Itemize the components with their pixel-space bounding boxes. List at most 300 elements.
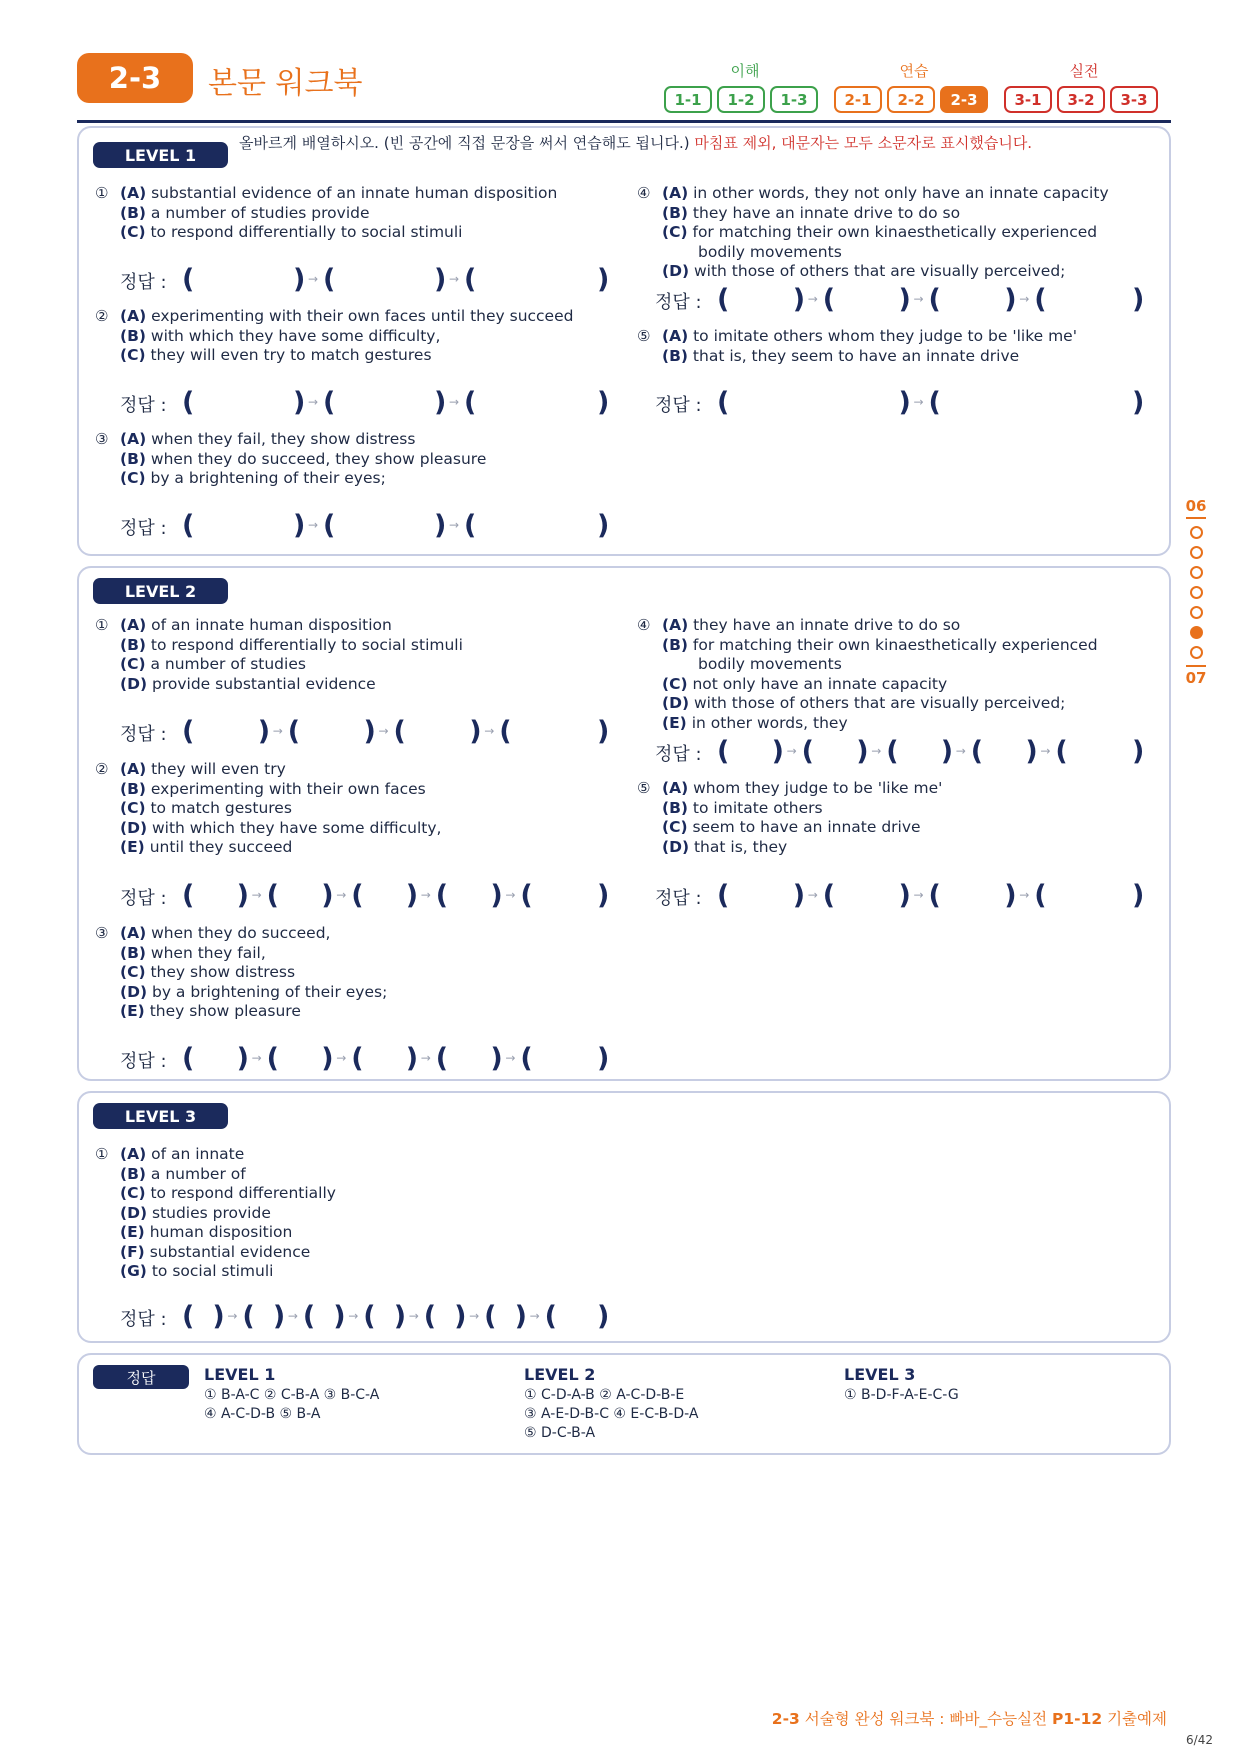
open-paren: (	[182, 880, 195, 911]
open-paren: (	[484, 1301, 497, 1332]
open-paren: (	[717, 880, 730, 911]
choice-key: (D)	[662, 837, 690, 856]
choice-line	[662, 223, 1109, 243]
arrow-icon: →	[449, 272, 460, 286]
choice-line-continued: bodily movements	[698, 655, 842, 673]
answer-slot[interactable]	[337, 512, 438, 540]
answer-slot[interactable]	[816, 738, 861, 766]
answer-row	[120, 1303, 620, 1333]
choice-line	[120, 675, 463, 695]
question-number: ②	[95, 760, 109, 778]
arrow-icon: →	[272, 724, 283, 738]
choice-line	[120, 450, 486, 470]
choice-text: whom they judge to be 'like me'	[693, 779, 943, 797]
choice-line	[120, 184, 557, 204]
arrow-icon: →	[336, 888, 347, 902]
choice-text: that is, they seem to have an innate drive	[692, 346, 1020, 365]
choice-key: (A)	[120, 760, 147, 778]
answer-slot[interactable]	[302, 718, 368, 746]
side-dot[interactable]	[1190, 566, 1203, 579]
answer-slot[interactable]	[281, 882, 326, 910]
level2-label: LEVEL 2	[93, 578, 228, 604]
question-item	[637, 184, 1109, 282]
choice-line	[120, 1204, 336, 1224]
choice-text: provide substantial evidence	[151, 674, 376, 693]
footer-text: 서술형 완성 워크북 :	[804, 1710, 945, 1728]
open-paren: (	[351, 1043, 364, 1074]
answer-key-level3	[844, 1365, 959, 1405]
choice-key: (B)	[120, 1164, 146, 1183]
choice-line	[120, 760, 441, 780]
answer-row	[655, 882, 1155, 912]
close-paren: )	[321, 1043, 334, 1074]
choice-key: (C)	[120, 963, 146, 981]
choice-text: to social stimuli	[151, 1262, 274, 1280]
answer-label: 정답 :	[120, 888, 167, 909]
choice-line	[662, 799, 942, 819]
answer-slot[interactable]	[1048, 882, 1114, 910]
close-paren: )	[898, 284, 911, 315]
choice-key: (A)	[662, 616, 689, 634]
footer-pages: P1-12	[1052, 1710, 1103, 1728]
tab-1-2[interactable]: 1-2	[717, 86, 765, 113]
answer-slot[interactable]	[943, 882, 1009, 910]
answer-label: 정답 :	[655, 888, 702, 909]
choice-text: for matching their own kinaesthetically experienced	[692, 635, 1098, 654]
question-item	[95, 1145, 336, 1282]
close-paren: )	[597, 510, 610, 541]
choice-key: (B)	[662, 346, 688, 365]
open-paren: (	[520, 1043, 533, 1074]
answer-row	[120, 512, 620, 542]
choice-line	[120, 469, 486, 489]
close-paren: )	[597, 1043, 610, 1074]
choice-text: with which they have some difficulty,	[151, 818, 442, 837]
answer-key-line: ③ A-E-D-B-C ④ E-C-B-D-A	[524, 1406, 699, 1422]
close-paren: )	[1132, 736, 1145, 767]
open-paren: (	[435, 880, 449, 911]
choice-text: a number of studies provide	[150, 203, 370, 222]
arrow-icon: →	[505, 1051, 516, 1065]
arrow-icon: →	[420, 888, 431, 902]
open-paren: (	[544, 1301, 557, 1332]
answer-slot[interactable]	[731, 882, 797, 910]
open-paren: (	[266, 880, 279, 911]
group-label-real: 실전	[1069, 62, 1099, 80]
choice-text: for matching their own kinaesthetically experienced	[692, 223, 1098, 241]
answer-slot[interactable]	[365, 1045, 410, 1073]
choice-line	[662, 838, 942, 858]
open-paren: (	[717, 284, 730, 315]
answer-slot[interactable]	[559, 1303, 579, 1331]
open-paren: (	[323, 510, 336, 541]
choice-key: (E)	[120, 1002, 145, 1020]
close-paren: )	[1132, 387, 1145, 418]
answer-slot[interactable]	[534, 1045, 579, 1073]
answer-slot[interactable]	[731, 286, 797, 314]
arrow-icon: →	[308, 518, 319, 532]
choice-line-continued: bodily movements	[698, 242, 842, 261]
open-paren: (	[182, 1301, 195, 1332]
arrow-icon: →	[505, 888, 516, 902]
close-paren: )	[363, 716, 376, 747]
answer-slot[interactable]	[985, 738, 1030, 766]
open-paren: (	[182, 1043, 195, 1074]
side-divider	[1186, 665, 1206, 667]
arrow-icon: →	[469, 1309, 480, 1323]
close-paren: )	[333, 1301, 346, 1332]
choice-key: (C)	[662, 818, 688, 836]
choice-line	[662, 204, 1109, 224]
answer-key-title: LEVEL 1	[204, 1365, 276, 1384]
answer-label: 정답 :	[120, 1051, 167, 1072]
arrow-icon: →	[955, 744, 966, 758]
question-item	[95, 616, 463, 694]
close-paren: )	[212, 1301, 225, 1332]
choice-line	[120, 346, 573, 366]
choice-line	[120, 1223, 336, 1243]
arrow-icon: →	[308, 272, 319, 286]
open-paren: (	[464, 264, 477, 295]
arrow-icon: →	[308, 395, 319, 409]
choice-key: (B)	[120, 779, 146, 798]
close-paren: )	[490, 1043, 503, 1074]
answer-slot[interactable]	[365, 882, 410, 910]
choice-text: in other words, they	[691, 713, 848, 732]
choice-line	[662, 694, 1098, 714]
answer-slot[interactable]	[943, 286, 1009, 314]
choice-key: (C)	[120, 655, 146, 673]
choice-line	[662, 675, 1098, 695]
answer-slot[interactable]	[943, 389, 1115, 417]
arrow-icon: →	[420, 1051, 431, 1065]
choice-key: (B)	[120, 635, 146, 654]
choice-key: (G)	[120, 1262, 147, 1280]
level3-label: LEVEL 3	[93, 1103, 228, 1129]
close-paren: )	[293, 510, 306, 541]
answer-label: 정답 :	[120, 1309, 167, 1330]
choice-key: (A)	[120, 1145, 147, 1163]
question-number: ①	[95, 184, 109, 202]
choice-text: to respond differentially to social stimuli	[150, 223, 463, 241]
answer-label: 정답 :	[655, 395, 702, 416]
open-paren: (	[393, 716, 406, 747]
choice-key: (A)	[662, 779, 689, 797]
tab-3-2[interactable]: 3-2	[1057, 86, 1105, 113]
tab-2-1[interactable]: 2-1	[834, 86, 882, 113]
answer-slot[interactable]	[1048, 286, 1114, 314]
choice-key: (B)	[120, 449, 146, 468]
answer-row	[655, 286, 1155, 316]
choice-text: by a brightening of their eyes;	[151, 982, 388, 1001]
answer-label: 정답 :	[120, 272, 167, 293]
close-paren: )	[405, 1043, 419, 1074]
choice-line	[120, 1243, 336, 1263]
choice-text: they have an innate drive to do so	[692, 203, 961, 222]
side-page-bottom: 07	[1185, 669, 1207, 687]
choice-line	[120, 799, 441, 819]
open-paren: (	[182, 716, 195, 747]
choice-line	[662, 636, 1098, 656]
choice-key: (D)	[120, 818, 148, 837]
choice-text: until they succeed	[149, 838, 293, 856]
choice-text: with those of others that are visually perceived;	[693, 262, 1066, 280]
question-item	[95, 307, 574, 366]
arrow-icon: →	[251, 1051, 262, 1065]
choice-text: with which they have some difficulty,	[150, 326, 441, 345]
choice-text: substantial evidence of an innate human disposition	[151, 184, 558, 202]
question-item	[637, 616, 1098, 733]
choice-text: when they fail,	[150, 943, 266, 962]
choice-line	[120, 1002, 387, 1022]
open-paren: (	[423, 1301, 437, 1332]
choice-key: (B)	[120, 203, 146, 222]
open-paren: (	[323, 264, 336, 295]
side-dot[interactable]	[1190, 586, 1203, 599]
answer-slot[interactable]	[837, 882, 903, 910]
close-paren: )	[792, 284, 806, 315]
group-label-understand: 이해	[730, 62, 760, 80]
footer-suffix: 기출예제	[1107, 1710, 1167, 1728]
page-title: 본문 워크북	[208, 66, 363, 101]
page-number: 6/42	[1186, 1733, 1213, 1747]
question-number: ③	[95, 430, 109, 448]
open-paren: (	[970, 736, 984, 767]
choice-text: studies provide	[151, 1203, 271, 1222]
question-item	[637, 327, 1077, 366]
choice-key: (B)	[662, 635, 688, 654]
answer-slot[interactable]	[196, 266, 297, 294]
choice-line	[662, 818, 942, 838]
close-paren: )	[940, 736, 954, 767]
answer-slot[interactable]	[450, 882, 495, 910]
choice-line	[120, 1145, 336, 1165]
arrow-icon: →	[484, 724, 495, 738]
choice-key: (B)	[662, 203, 688, 222]
tab-1-1[interactable]: 1-1	[664, 86, 712, 113]
open-paren: (	[822, 284, 836, 315]
answer-row	[655, 389, 1155, 419]
choice-text: with those of others that are visually perceived;	[693, 694, 1066, 712]
answer-row	[120, 882, 620, 912]
question-number: ⑤	[637, 327, 651, 345]
open-paren: (	[435, 1043, 449, 1074]
answer-row	[655, 738, 1155, 768]
choice-text: they show pleasure	[149, 1002, 301, 1020]
choice-line	[120, 1184, 336, 1204]
question-item	[95, 430, 487, 489]
choice-line	[120, 655, 463, 675]
answer-key-line: ① B-D-F-A-E-C-G	[844, 1387, 959, 1403]
choice-line	[120, 223, 557, 243]
answer-slot[interactable]	[837, 286, 903, 314]
choice-line	[120, 780, 441, 800]
answer-slot[interactable]	[337, 389, 438, 417]
answer-slot[interactable]	[478, 389, 579, 417]
choice-line	[120, 636, 463, 656]
side-dot[interactable]	[1190, 546, 1203, 559]
close-paren: )	[454, 1301, 467, 1332]
header-divider	[77, 120, 1171, 123]
answer-slot[interactable]	[281, 1045, 326, 1073]
open-paren: (	[928, 284, 941, 315]
answer-slot[interactable]	[478, 266, 579, 294]
choice-text: when they do succeed, they show pleasure	[150, 449, 487, 468]
tab-2-3[interactable]: 2-3	[940, 86, 988, 113]
answer-key-line: ① B-A-C ② C-B-A ③ B-C-A	[204, 1387, 380, 1403]
arrow-icon: →	[449, 395, 460, 409]
choice-key: (E)	[120, 1223, 145, 1241]
choice-line	[120, 307, 573, 327]
close-paren: )	[597, 264, 610, 295]
question-item	[95, 760, 442, 858]
choice-line	[662, 714, 1098, 734]
choice-line	[120, 819, 441, 839]
close-paren: )	[597, 880, 610, 911]
choice-text: to match gestures	[150, 799, 292, 817]
arrow-icon: →	[378, 724, 389, 738]
choice-key: (F)	[120, 1242, 145, 1261]
answer-row	[120, 1045, 620, 1075]
choice-line	[662, 184, 1109, 204]
choice-text: experimenting with their own faces	[150, 779, 426, 798]
answer-slot[interactable]	[196, 1045, 241, 1073]
close-paren: )	[597, 716, 610, 747]
instruction-note: 마침표 제외, 대문자는 모두 소문자로 표시했습니다.	[694, 134, 1033, 152]
choice-text: of an innate human disposition	[151, 616, 392, 634]
answer-slot[interactable]	[337, 266, 438, 294]
choice-key: (A)	[120, 616, 147, 634]
choice-key: (A)	[662, 184, 689, 202]
choice-text: substantial evidence	[149, 1242, 311, 1261]
answer-slot[interactable]	[513, 718, 579, 746]
arrow-icon: →	[408, 1309, 419, 1323]
open-paren: (	[1034, 284, 1047, 315]
footer	[772, 1707, 1167, 1729]
answer-key-title: LEVEL 3	[844, 1365, 916, 1384]
close-paren: )	[236, 1043, 249, 1074]
close-paren: )	[321, 880, 334, 911]
side-dot[interactable]	[1190, 646, 1203, 659]
tab-2-2[interactable]: 2-2	[887, 86, 935, 113]
arrow-icon: →	[786, 744, 797, 758]
choice-key: (D)	[662, 262, 690, 280]
choice-line	[120, 1165, 336, 1185]
choice-line	[120, 983, 387, 1003]
choice-line	[662, 327, 1077, 347]
tab-3-3[interactable]: 3-3	[1110, 86, 1158, 113]
answer-slot[interactable]	[731, 738, 776, 766]
answer-key-line: ⑤ D-C-B-A	[524, 1425, 596, 1441]
side-dot[interactable]	[1190, 606, 1203, 619]
answer-slot[interactable]	[534, 882, 579, 910]
answer-row	[120, 718, 620, 748]
answer-slot[interactable]	[196, 882, 241, 910]
tabs-real	[1004, 86, 1158, 113]
choice-key: (C)	[662, 674, 688, 693]
question-number: ①	[95, 1145, 109, 1163]
choice-key: (A)	[120, 924, 147, 942]
answer-slot[interactable]	[450, 1045, 495, 1073]
close-paren: )	[1004, 284, 1017, 315]
choice-line	[120, 327, 573, 347]
answer-slot[interactable]	[196, 718, 262, 746]
close-paren: )	[898, 387, 911, 418]
open-paren: (	[928, 880, 941, 911]
question-number: ①	[95, 616, 109, 634]
close-paren: )	[405, 880, 419, 911]
question-number: ②	[95, 307, 109, 325]
answer-key-badge: 정답	[93, 1365, 189, 1389]
choice-key: (D)	[120, 982, 148, 1001]
close-paren: )	[1004, 880, 1017, 911]
close-paren: )	[434, 264, 447, 295]
open-paren: (	[302, 1301, 316, 1332]
arrow-icon: →	[336, 1051, 347, 1065]
answer-label: 정답 :	[120, 395, 167, 416]
choice-text: seem to have an innate drive	[692, 818, 921, 836]
answer-slot[interactable]	[408, 718, 474, 746]
close-paren: )	[490, 880, 503, 911]
answer-label: 정답 :	[120, 724, 167, 745]
close-paren: )	[898, 880, 911, 911]
answer-slot[interactable]	[196, 512, 297, 540]
choice-line	[120, 204, 557, 224]
close-paren: )	[257, 716, 271, 747]
level1-label: LEVEL 1	[93, 142, 228, 168]
choice-text: to imitate others	[692, 798, 823, 817]
side-dot-active[interactable]	[1190, 626, 1203, 639]
close-paren: )	[434, 510, 447, 541]
answer-slot[interactable]	[1069, 738, 1114, 766]
answer-row	[120, 266, 620, 296]
question-item	[95, 184, 558, 243]
choice-line	[120, 838, 441, 858]
choice-line	[662, 347, 1077, 367]
close-paren: )	[514, 1301, 527, 1332]
choice-text: of an innate	[151, 1145, 245, 1163]
close-paren: )	[597, 387, 610, 418]
page-side-nav	[1184, 497, 1208, 687]
close-paren: )	[293, 264, 306, 295]
choice-text: to imitate others whom they judge to be 'like me'	[693, 327, 1077, 345]
close-paren: )	[597, 1301, 610, 1332]
instruction-main: 올바르게 배열하시오. (빈 공간에 직접 문장을 써서 연습해도 됩니다.)	[239, 134, 690, 152]
open-paren: (	[464, 510, 477, 541]
choice-key: (B)	[120, 943, 146, 962]
tabs-practice	[834, 86, 988, 113]
question-item	[95, 924, 388, 1022]
open-paren: (	[363, 1301, 376, 1332]
section-badge: 2-3	[77, 53, 193, 103]
tab-1-3[interactable]: 1-3	[770, 86, 818, 113]
footer-prefix: 2-3	[771, 1710, 800, 1728]
answer-slot[interactable]	[900, 738, 945, 766]
side-dot[interactable]	[1190, 526, 1203, 539]
open-paren: (	[266, 1043, 279, 1074]
answer-slot[interactable]	[731, 389, 903, 417]
close-paren: )	[856, 736, 869, 767]
open-paren: (	[182, 387, 195, 418]
answer-slot[interactable]	[478, 512, 579, 540]
answer-slot[interactable]	[196, 389, 297, 417]
choice-line	[662, 616, 1098, 636]
tabs-understand	[664, 86, 818, 113]
tab-3-1[interactable]: 3-1	[1004, 86, 1052, 113]
choice-key: (B)	[120, 326, 146, 345]
side-progress	[1184, 526, 1208, 659]
side-page-top: 06	[1185, 497, 1207, 515]
